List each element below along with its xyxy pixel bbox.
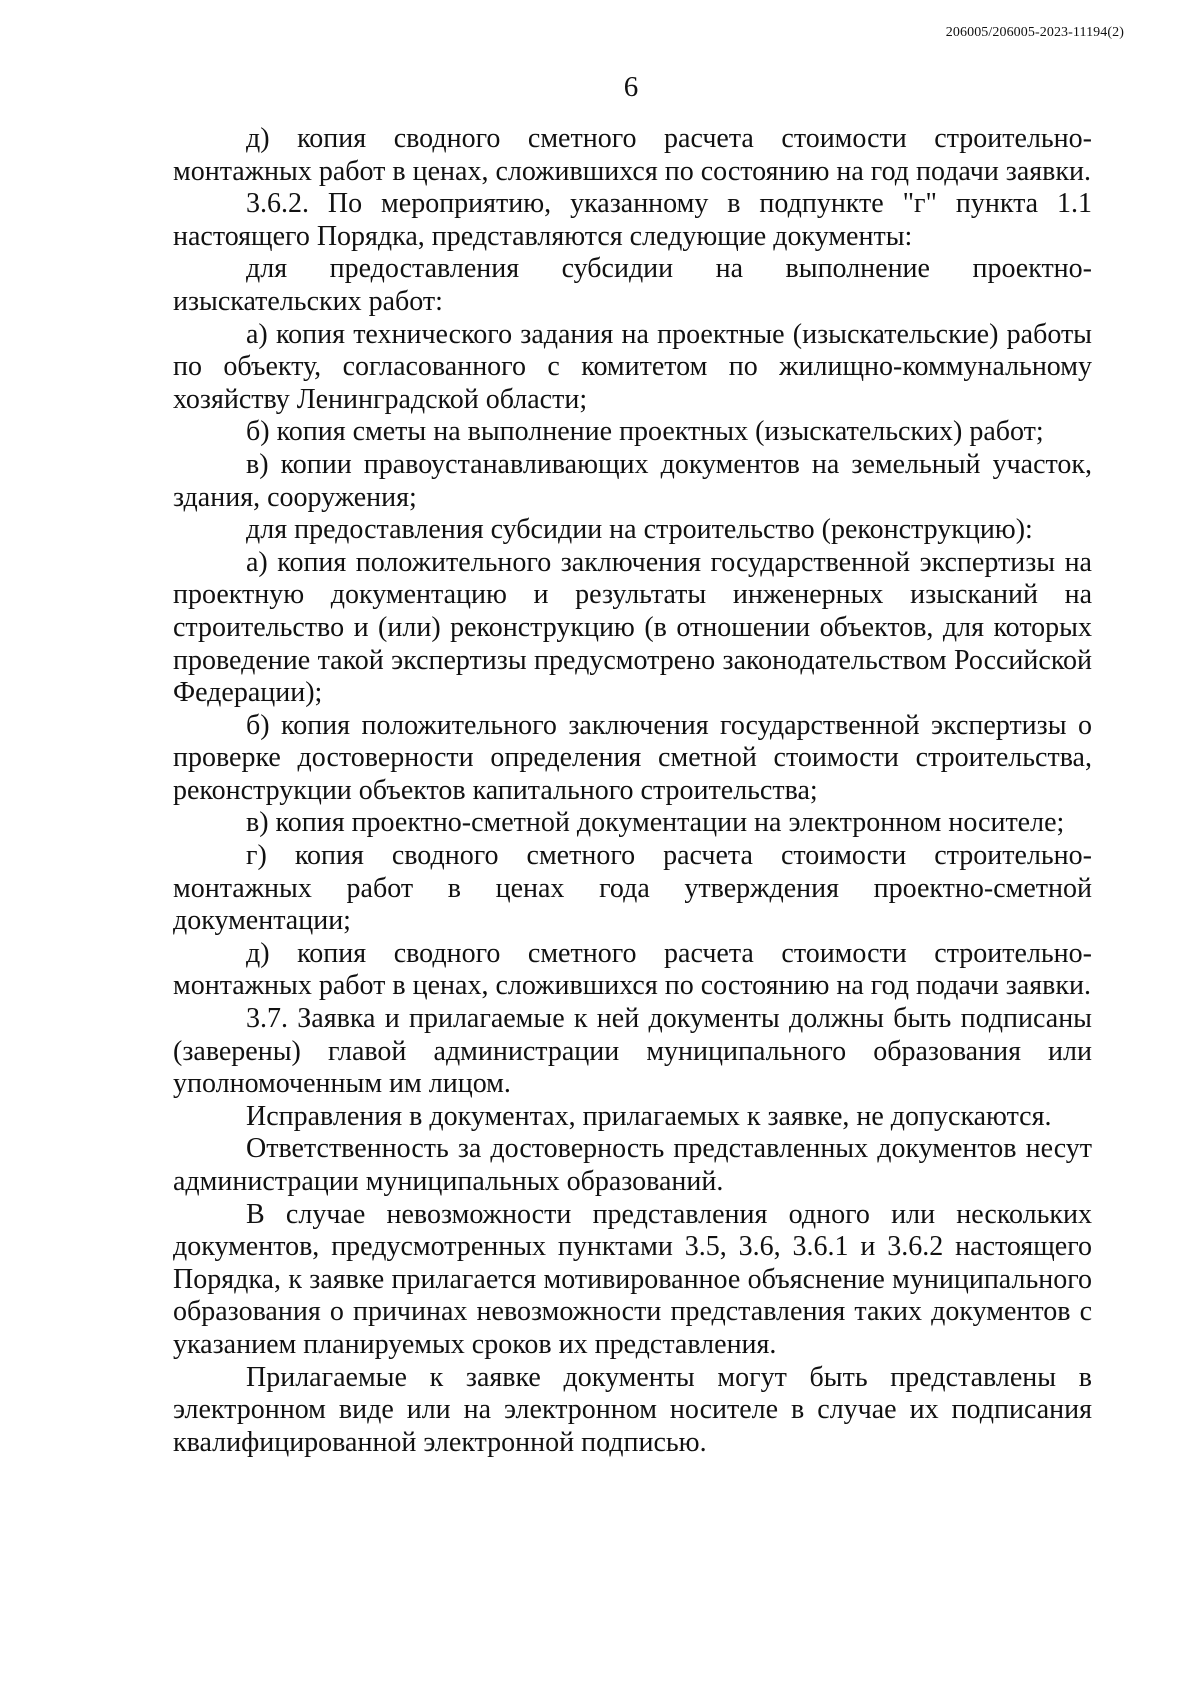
paragraph-3-6-2: 3.6.2. По мероприятию, указанному в подпункте "г" пункта 1.1 настоящего Порядка, представляются следующие документы:: [173, 188, 1092, 252]
paragraph-construction-intro: для предоставления субсидии на строительство (реконструкцию):: [246, 514, 1033, 546]
paragraph-electronic-submission: Прилагаемые к заявке документы могут быть представлены в электронном виде или на электронном носителе в случае их подписания квалифицированной электронной подписью.: [173, 1361, 1092, 1458]
page-number: 6: [623, 71, 639, 103]
paragraph-a-technical-assignment: а) копия технического задания на проектные (изыскательские) работы по объекту, согласованного с комитетом по жилищно-коммунальному хозяйству Ленинградской области;: [173, 318, 1092, 415]
paragraph-c-title-documents: в) копии правоустанавливающих документов на земельный участок, здания, сооружения;: [173, 448, 1092, 513]
paragraph-d-estimate-submission-year: д) копия сводного сметного расчета стоимости строительно-монтажных работ в ценах, сложившихся по состоянию на год подачи заявки.: [173, 937, 1092, 1002]
paragraph-responsibility: Ответственность за достоверность представленных документов несут администрации муниципальных образований.: [173, 1133, 1092, 1197]
paragraph-3-7: 3.7. Заявка и прилагаемые к ней документы должны быть подписаны (заверены) главой администрации муниципального образования или уполномоченным им лицом.: [173, 1003, 1092, 1100]
document-registration-code: 206005/206005-2023-11194(2): [945, 25, 1124, 40]
document-body: [173, 123, 1092, 1459]
paragraph-b-design-estimate: б) копия сметы на выполнение проектных (изыскательских) работ;: [246, 416, 1044, 448]
paragraph-impossibility-explanation: В случае невозможности представления одного или нескольких документов, предусмотренных пунктами 3.5, 3.6, 3.6.1 и 3.6.2 настоящего Порядка, к заявке прилагается мотивированное объяснение муниципального образования о причинах невозможности представления таких документов с указанием планируемых сроков их представления.: [173, 1198, 1092, 1360]
paragraph-no-corrections: Исправления в документах, прилагаемых к заявке, не допускаются.: [246, 1100, 1052, 1132]
paragraph-g-estimate-approval-year: г) копия сводного сметного расчета стоимости строительно-монтажных работ в ценах года утверждения проектно-сметной документации;: [173, 840, 1092, 937]
paragraph-d-estimate-current-year: д) копия сводного сметного расчета стоимости строительно-монтажных работ в ценах, сложившихся по состоянию на год подачи заявки.: [173, 123, 1092, 187]
paragraph-b-cost-verification: б) копия положительного заключения государственной экспертизы о проверке достоверности определения сметной стоимости строительства, реконструкции объектов капитального строительства;: [173, 709, 1092, 806]
paragraph-design-survey-intro: для предоставления субсидии на выполнение проектно-изыскательских работ:: [173, 253, 1092, 317]
paragraph-a-state-expertise: а) копия положительного заключения государственной экспертизы на проектную документацию и результаты инженерных изысканий на строительство и (или) реконструкцию (в отношении объектов, для которых проведение такой экспертизы предусмотрено законодательством Российской Федерации);: [173, 546, 1092, 709]
paragraph-c-electronic-documentation: в) копия проектно-сметной документации на электронном носителе;: [246, 807, 1065, 839]
